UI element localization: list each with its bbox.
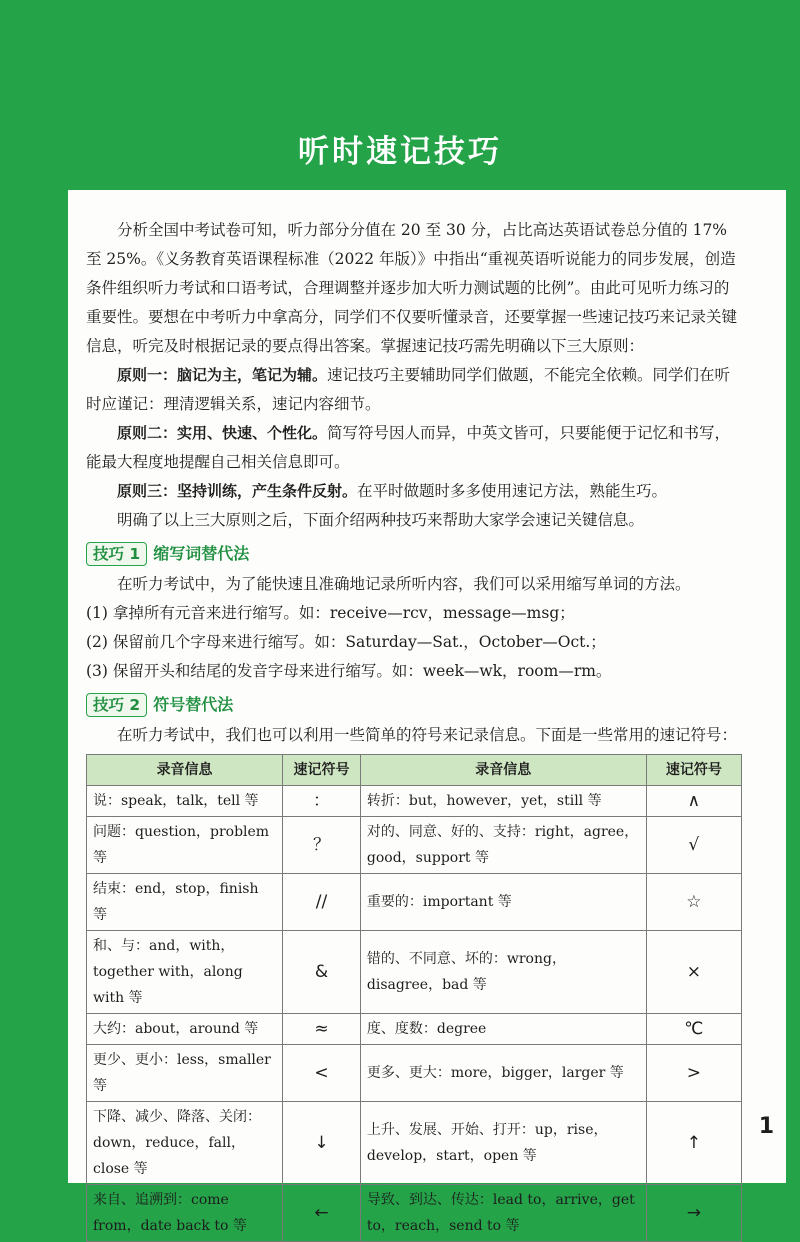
header-recording-info: 录音信息 [360, 755, 646, 786]
shorthand-symbol-table [86, 754, 742, 1242]
recording-info-cell: 说：speak，talk，tell 等 [87, 786, 283, 817]
recording-info-cell: 和、与：and，with，together with，along with 等 [87, 931, 283, 1014]
tip-1-heading [86, 539, 744, 568]
tip-1-intro: 在听力考试中，为了能快速且准确地记录所听内容，我们可以采用缩写单词的方法。 [117, 575, 691, 593]
recording-info-cell: 更少、更小：less，smaller 等 [87, 1045, 283, 1102]
table-row [87, 874, 742, 931]
symbol-cell: ← [283, 1185, 361, 1242]
page [14, 14, 786, 1234]
principle-3-text: 在平时做题时多多使用速记方法，熟能生巧。 [357, 482, 668, 500]
symbol-cell: ？ [283, 817, 361, 874]
symbol-cell: ↓ [283, 1102, 361, 1185]
symbol-cell: → [646, 1185, 741, 1242]
symbol-cell: ： [283, 786, 361, 817]
recording-info-cell: 导致、到达、传达：lead to，arrive，get to，reach，send to 等 [360, 1185, 646, 1242]
recording-info-cell: 下降、减少、降落、关闭：down，reduce，fall，close 等 [87, 1102, 283, 1185]
symbol-cell: ∧ [646, 786, 741, 817]
tip-1-tag: 技巧 1 [86, 542, 147, 566]
symbol-cell: √ [646, 817, 741, 874]
principle-1-text: 速记技巧主要辅助同学们做题，不能完全依赖。同学们在听时应谨记：理清逻辑关系，速记内容细节。 [86, 366, 731, 413]
recording-info-cell: 错的、不同意、坏的：wrong，disagree，bad 等 [360, 931, 646, 1014]
recording-info-cell: 对的、同意、好的、支持：right，agree，good，support 等 [360, 817, 646, 874]
principle-1-head: 原则一：脑记为主，笔记为辅。 [117, 366, 328, 384]
tip-1-item: (3) 保留开头和结尾的发音字母来进行缩写。如：week—wk，room—rm。 [86, 662, 612, 680]
recording-info-cell: 上升、发展、开始、打开：up，rise，develop，start，open 等 [360, 1102, 646, 1185]
header-recording-info: 录音信息 [87, 755, 283, 786]
principle-1 [86, 361, 744, 419]
page-number: 1 [758, 1114, 774, 1139]
tip-2-intro: 在听力考试中，我们也可以利用一些简单的符号来记录信息。下面是一些常用的速记符号： [117, 726, 738, 744]
tip-2-heading [86, 690, 744, 719]
recording-info-cell: 度、度数：degree [360, 1014, 646, 1045]
paper-area [68, 190, 786, 1234]
symbol-cell: ≈ [283, 1014, 361, 1045]
table-header-row [87, 755, 742, 786]
content [86, 216, 744, 1242]
recording-info-cell: 来自、追溯到：come from，date back to 等 [87, 1185, 283, 1242]
table-row [87, 1045, 742, 1102]
recording-info-cell: 重要的：important 等 [360, 874, 646, 931]
recording-info-cell: 转折：but，however，yet，still 等 [360, 786, 646, 817]
tip-1-item: (1) 拿掉所有元音来进行缩写。如：receive—rcv，message—msg； [86, 604, 575, 622]
principle-3 [86, 477, 744, 506]
symbol-cell: ☆ [646, 874, 741, 931]
recording-info-cell: 结束：end，stop，finish 等 [87, 874, 283, 931]
recording-info-cell: 问题：question，problem 等 [87, 817, 283, 874]
header-shorthand-symbol: 速记符号 [646, 755, 741, 786]
table-row [87, 1102, 742, 1185]
transition-paragraph: 明确了以上三大原则之后，下面介绍两种技巧来帮助大家学会速记关键信息。 [117, 511, 645, 529]
tip-1-name: 缩写词替代法 [153, 544, 250, 563]
table-row [87, 786, 742, 817]
symbol-cell: & [283, 931, 361, 1014]
principle-2 [86, 419, 744, 477]
tip-2-name: 符号替代法 [153, 695, 234, 714]
symbol-cell: ↑ [646, 1102, 741, 1185]
principle-3-head: 原则三：坚持训练，产生条件反射。 [117, 482, 358, 500]
symbol-cell: // [283, 874, 361, 931]
header-shorthand-symbol: 速记符号 [283, 755, 361, 786]
symbol-cell: ℃ [646, 1014, 741, 1045]
table-row [87, 1185, 742, 1242]
tip-2-tag: 技巧 2 [86, 693, 147, 717]
table-row [87, 931, 742, 1014]
table-row [87, 817, 742, 874]
principle-2-head: 原则二：实用、快速、个性化。 [117, 424, 328, 442]
table-row [87, 1014, 742, 1045]
page-title: 听时速记技巧 [298, 134, 502, 170]
intro-paragraph: 分析全国中考试卷可知，听力部分分值在 20 至 30 分，占比高达英语试卷总分值的 17% 至 25%。《义务教育英语课程标准（2022 年版）》中指出“重视英语听说能力的同步发展，创造条件组织听力考试和口语考试，合理调整并逐步加大听力测试题的比例”。由此可见听力练习的重要性。要想在中考听力中拿高分，同学们不仅要听懂录音，还要掌握一些速记技巧来记录关键信息，听完及时根据记录的要点得出答案。掌握速记技巧需先明确以下三大原则： [86, 221, 738, 355]
recording-info-cell: 更多、更大：more，bigger，larger 等 [360, 1045, 646, 1102]
tip-1-item: (2) 保留前几个字母来进行缩写。如：Saturday—Sat.，October—Oct.； [86, 633, 606, 651]
symbol-cell: × [646, 931, 741, 1014]
principle-2-text: 简写符号因人而异，中英文皆可，只要能便于记忆和书写，能最大程度地提醒自己相关信息即可。 [86, 424, 731, 471]
recording-info-cell: 大约：about，around 等 [87, 1014, 283, 1045]
symbol-cell: < [283, 1045, 361, 1102]
header-banner [14, 14, 786, 190]
symbol-cell: > [646, 1045, 741, 1102]
